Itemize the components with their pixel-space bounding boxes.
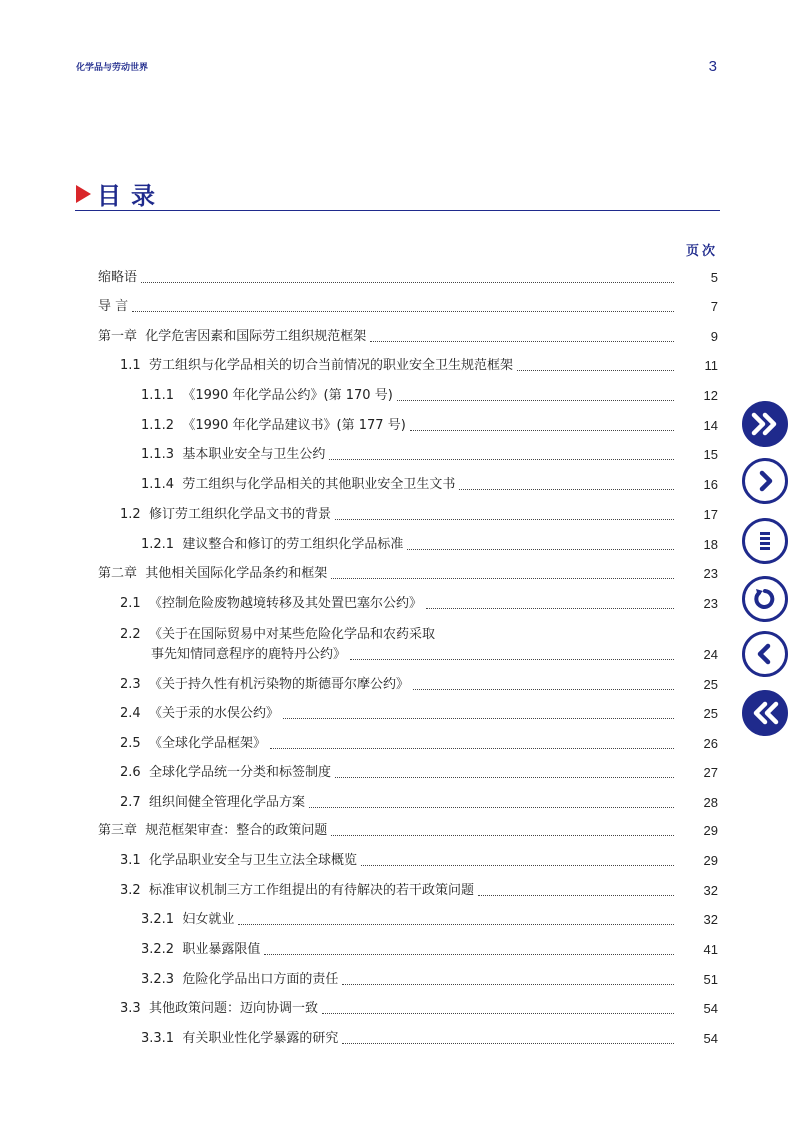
toc-entry-page: 23 [703,566,718,581]
toc-entry-label: 《关于在国际贸易中对某些危险化学品和农药采取 [148,627,435,642]
toc-entry-number: 1.1.2 [141,418,183,433]
toc-entry[interactable] [120,1001,718,1017]
toc-entry-label: 缩略语 [98,270,138,285]
toc-entry-page: 24 [703,647,718,662]
toc-heading [76,176,165,211]
toc-entry[interactable] [120,795,718,811]
toc-entry-label: 危险化学品出口方面的责任 [182,972,339,987]
toc-entry-page: 5 [710,270,718,285]
toc-entry[interactable] [141,447,718,463]
toc-entry-label: 修订劳工组织化学品文书的背景 [148,507,331,522]
toc-entry[interactable] [120,677,718,693]
toc-entry-number: 2.1 [120,596,149,611]
dot-leader [459,488,674,490]
page-column-label: 页次 [685,244,718,259]
chevron-right-icon [754,470,776,492]
dot-leader [238,923,674,925]
dot-leader [426,607,674,609]
toc-entry[interactable] [98,270,718,286]
page-number: 3 [708,58,717,75]
dot-leader [329,458,674,460]
toc-entry-label: 《关于汞的水俣公约》 [148,706,279,721]
toc-entry-page: 25 [703,706,718,721]
toc-entry[interactable] [98,823,718,839]
toc-entry-number: 3.3 [120,1001,149,1016]
toc-entry-page: 29 [703,823,718,838]
dot-leader [331,577,674,579]
dot-leader [517,369,674,371]
toc-entry-label: 规范框架审查：整合的政策问题 [145,823,328,838]
toc-entry-number: 2.7 [120,795,149,810]
toc-entry-page: 18 [703,537,718,552]
dot-leader [335,518,674,520]
toc-entry-number: 2.3 [120,677,149,692]
toc-entry[interactable] [120,358,718,374]
toc-entry[interactable] [120,883,718,899]
toc-entry-number: 第三章 [98,823,146,838]
toc-entry-label: 其他政策问题：迈向协调一致 [148,1001,318,1016]
toc-entry-label: 标准审议机制三方工作组提出的有待解决的若干政策问题 [148,883,474,898]
toc-entry-number: 1.2 [120,507,149,522]
dot-leader [410,429,674,431]
return-button[interactable] [742,576,788,622]
toc-entry[interactable] [98,299,718,315]
toc-entry-label: 组织间健全管理化学品方案 [148,795,305,810]
toc-entry[interactable] [141,912,718,928]
dot-leader [264,953,674,955]
dot-leader [342,983,674,985]
toc-entry-number: 1.1.4 [141,477,183,492]
toc-entry-page: 7 [710,299,718,314]
dot-leader [132,310,674,312]
chevron-left-icon [754,643,776,665]
chevron-left-button[interactable] [742,631,788,677]
toc-entry-number: 2.2 [120,627,149,642]
toc-entry-page: 54 [703,1031,718,1046]
dot-leader [335,776,674,778]
heading-rule [75,210,720,211]
dot-leader [350,658,674,660]
toc-entry[interactable] [120,706,718,722]
toc-entry-number: 3.3.1 [141,1031,183,1046]
toc-entry-page: 23 [703,596,718,611]
toc-entry-page: 11 [704,358,718,373]
toc-entry[interactable] [120,596,718,612]
dot-leader [370,340,674,342]
toc-entry-page: 51 [703,972,718,987]
toc-entry[interactable] [120,736,718,752]
toc-entry-number: 1.1 [120,358,149,373]
toc-entry-number: 3.2.2 [141,942,183,957]
toc-title: 目录 [97,182,165,210]
dot-leader [407,548,674,550]
toc-entry[interactable] [120,765,718,781]
dot-leader [270,747,674,749]
toc-entry-number: 3.2.1 [141,912,183,927]
dot-leader [331,834,674,836]
triangle-marker-icon [76,185,91,203]
toc-entry-label: 导 言 [98,299,129,314]
running-title: 化学品与劳动世界 [76,63,149,73]
toc-entry-label: 化学品职业安全与卫生立法全球概览 [148,853,357,868]
toc-entry-number: 第二章 [98,566,146,581]
dot-leader [413,688,674,690]
dot-leader [141,281,674,283]
toc-entry-number: 第一章 [98,329,146,344]
toc-entry-label: 职业暴露限值 [182,942,261,957]
toc-entry[interactable] [141,942,718,958]
toc-entry-label: 劳工组织与化学品相关的其他职业安全卫生文书 [182,477,456,492]
double-chevron-left-icon [750,701,780,725]
toc-entry-number: 3.1 [120,853,149,868]
toc-entry-number: 2.4 [120,706,149,721]
toc-entry[interactable] [141,537,718,553]
toc-entry[interactable] [141,477,718,493]
toc-entry-label: 《1990 年化学品建议书》(第 177 号) [182,418,406,433]
toc-entry-page: 17 [703,507,718,522]
menu-list-button[interactable] [742,518,788,564]
toc-entry-page: 41 [703,942,718,957]
toc-entry[interactable] [98,566,718,582]
toc-entry[interactable] [141,388,718,404]
toc-entry-label: 有关职业性化学暴露的研究 [182,1031,339,1046]
double-chevron-left-button[interactable] [742,690,788,736]
toc-entry-page: 25 [703,677,718,692]
dot-leader [322,1012,674,1014]
toc-entry-label: 全球化学品统一分类和标签制度 [148,765,331,780]
toc-entry-page: 32 [703,912,718,927]
toc-entry-number: 3.2 [120,883,149,898]
toc-entry[interactable] [120,853,718,869]
toc-entry-label: 劳工组织与化学品相关的切合当前情况的职业安全卫生规范框架 [148,358,513,373]
toc-entry-label: 《1990 年化学品公约》(第 170 号) [182,388,393,403]
toc-entry-label: 《关于持久性有机污染物的斯德哥尔摩公约》 [148,677,409,692]
dot-leader [478,894,674,896]
toc-entry-page: 16 [703,477,718,492]
toc-entry-number: 1.1.1 [141,388,183,403]
toc-entry-label: 化学危害因素和国际劳工组织规范框架 [145,329,367,344]
toc-entry-label: 建议整合和修订的劳工组织化学品标准 [182,537,404,552]
toc-entry[interactable] [120,627,718,663]
double-chevron-right-button[interactable] [742,401,788,447]
chevron-right-button[interactable] [742,458,788,504]
toc-entry-page: 27 [703,765,718,780]
menu-list-icon [754,530,776,552]
toc-entry-page: 28 [703,795,718,810]
double-chevron-right-icon [750,412,780,436]
dot-leader [397,399,674,401]
toc-entry-page: 12 [703,388,718,403]
dot-leader [309,806,674,808]
toc-entry-number: 2.5 [120,736,149,751]
toc-entry-label: 基本职业安全与卫生公约 [182,447,326,462]
toc-entry-page: 15 [703,447,718,462]
toc-entry-page: 32 [703,883,718,898]
toc-entry-label-continued: 事先知情同意程序的鹿特丹公约》 [151,647,347,662]
dot-leader [283,717,674,719]
toc-entry-page: 26 [703,736,718,751]
toc-entry-number: 1.1.3 [141,447,183,462]
toc-entry-page: 14 [703,418,718,433]
toc-entry-number: 1.2.1 [141,537,183,552]
toc-entry-label: 《全球化学品框架》 [148,736,266,751]
toc-entry[interactable] [141,418,718,434]
toc-entry-page: 29 [703,853,718,868]
dot-leader [342,1042,674,1044]
toc-entry-page: 9 [710,329,718,344]
toc-entry[interactable] [120,507,718,523]
return-icon [752,586,778,612]
toc-entry-page: 54 [703,1001,718,1016]
toc-entry-label: 妇女就业 [182,912,235,927]
toc-entry[interactable] [141,1031,718,1047]
dot-leader [361,864,674,866]
toc-entry[interactable] [98,329,718,345]
toc-entry-label: 《控制危险废物越境转移及其处置巴塞尔公约》 [148,596,422,611]
toc-entry-number: 2.6 [120,765,149,780]
toc-entry[interactable] [141,972,718,988]
toc-entry-number: 3.2.3 [141,972,183,987]
toc-entry-label: 其他相关国际化学品条约和框架 [145,566,328,581]
